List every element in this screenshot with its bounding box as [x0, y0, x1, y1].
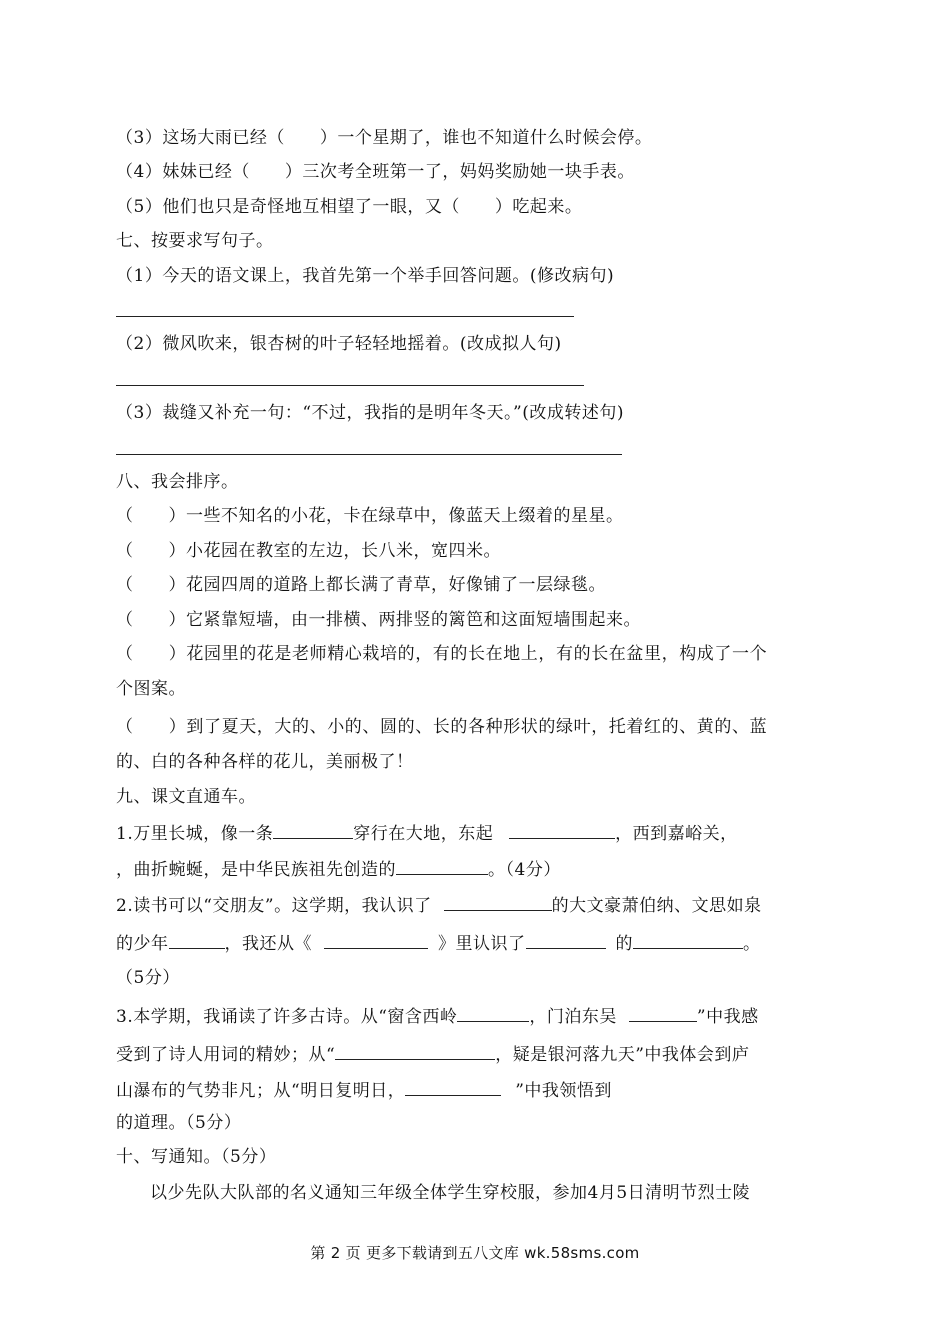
q9-p1-text-e: 。（4分）: [488, 860, 561, 880]
q9-p3-text-d: 受到了诗人用词的精妙；从“: [116, 1045, 336, 1065]
q8-heading: 八、我会排序。: [116, 472, 239, 492]
q9-p3-line-1: [116, 1003, 759, 1029]
blank-ancestors-creation[interactable]: [396, 856, 488, 875]
q7-answer-line-3[interactable]: [116, 454, 622, 455]
q7-heading: 七、按要求写句子。: [116, 231, 274, 251]
q9-heading: 九、课文直通车。: [116, 787, 256, 807]
q7-item-2: （2）微风吹来，银杏树的叶子轻轻地摇着。(改成拟人句): [116, 334, 562, 354]
q8-item-4: （ ）它紧靠短墙，由一排横、两排竖的篱笆和这面短墙围起来。: [116, 610, 641, 630]
q6-item-4: （4）妹妹已经（ ）三次考全班第一了，妈妈奖励她一块手表。: [116, 162, 635, 182]
q7-answer-line-2[interactable]: [116, 385, 584, 386]
q8-item-1: （ ）一些不知名的小花，卡在绿草中，像蓝天上缀着的星星。: [116, 506, 624, 526]
q9-p2-text-a: 2.读书可以“交朋友”。这学期，我认识了: [116, 896, 432, 916]
blank-xiling-snow[interactable]: [457, 1003, 529, 1022]
q9-p1-line-1: [116, 820, 738, 846]
blank-lushan-line[interactable]: [335, 1041, 495, 1060]
q9-p2-text-d: ，我还从《: [224, 934, 312, 954]
q9-p2-text-e: 》里认识了: [438, 934, 526, 954]
q9-p3-line-3: [116, 1077, 612, 1103]
q9-p2-line-1: [116, 892, 762, 918]
q9-p1-text-d: ，曲折蜿蜒，是中华民族祖先创造的: [116, 860, 396, 880]
q9-p1-line-2: [116, 856, 561, 882]
q9-p1-text-a: 1.万里长城，像一条: [116, 824, 274, 844]
q9-p3-text-g: ”中我领悟到: [515, 1081, 612, 1101]
q6-item-5: （5）他们也只是奇怪地互相望了一眼，又（ ）吃起来。: [116, 197, 583, 217]
q7-answer-line-1[interactable]: [116, 316, 574, 317]
q9-p2-text-f: 的: [615, 934, 633, 954]
blank-character-name[interactable]: [633, 930, 743, 949]
q8-item-3: （ ）花园四周的道路上都长满了青草，好像铺了一层绿毯。: [116, 575, 606, 595]
q10-body: 以少先队大队部的名义通知三年级全体学生穿校服，参加4月5日清明节烈士陵: [150, 1183, 751, 1203]
blank-character-trait[interactable]: [526, 930, 606, 949]
q8-item-6-line-2: 的、白的各种各样的花儿，美丽极了！: [116, 752, 414, 772]
blank-youth-name[interactable]: [169, 930, 225, 949]
q7-item-1: （1）今天的语文课上，我首先第一个举手回答问题。(修改病句): [116, 266, 615, 286]
q9-p3-line-2: [116, 1041, 749, 1067]
q9-p2-line-2: [116, 930, 761, 956]
q9-p3-text-f: 山瀑布的气势非凡；从“明日复明日，: [116, 1081, 406, 1101]
q9-p1-text-c: ，西到嘉峪关，: [615, 824, 738, 844]
blank-shaw-country[interactable]: [444, 892, 552, 911]
q10-heading: 十、写通知。（5分）: [116, 1147, 277, 1167]
q9-p3-text-e: ，疑是银河落九天”中我体会到庐: [495, 1045, 750, 1065]
q7-item-3: （3）裁缝又补充一句：“不过，我指的是明年冬天。”(改成转述句): [116, 403, 624, 423]
blank-dongwu-ship[interactable]: [629, 1003, 697, 1022]
q8-item-5-line-1: （ ）花园里的花是老师精心栽培的，有的长在地上，有的长在盆里，构成了一个: [116, 644, 768, 664]
q9-p2-text-g: 。: [743, 934, 761, 954]
blank-great-wall-simile[interactable]: [273, 820, 353, 839]
blank-book-title[interactable]: [324, 930, 428, 949]
q9-p3-text-a: 3.本学期，我诵读了许多古诗。从“窗含西岭: [116, 1007, 458, 1027]
page-footer: 第 2 页 更多下载请到五八文库 wk.58sms.com: [310, 1244, 640, 1262]
q9-p2-score: （5分）: [116, 968, 180, 988]
q9-p3-line-4: 的道理。（5分）: [116, 1113, 242, 1133]
q9-p3-text-b: ，门泊东吴: [529, 1007, 617, 1027]
q9-p2-text-b: 的大文豪萧伯纳、文思如泉: [551, 896, 762, 916]
q6-item-3: （3）这场大雨已经（ ）一个星期了，谁也不知道什么时候会停。: [116, 128, 653, 148]
q8-item-6-line-1: （ ）到了夏天，大的、小的、圆的、长的各种形状的绿叶，托着红的、黄的、蓝: [116, 717, 768, 737]
q9-p3-text-c: ”中我感: [696, 1007, 759, 1027]
q9-p2-text-c: 的少年: [116, 934, 169, 954]
q9-p1-text-b: 穿行在大地，东起: [353, 824, 494, 844]
blank-east-start[interactable]: [509, 820, 615, 839]
q8-item-5-line-2: 个图案。: [116, 679, 186, 699]
blank-tomorrow-line[interactable]: [405, 1077, 501, 1096]
q8-item-2: （ ）小花园在教室的左边，长八米，宽四米。: [116, 541, 501, 561]
